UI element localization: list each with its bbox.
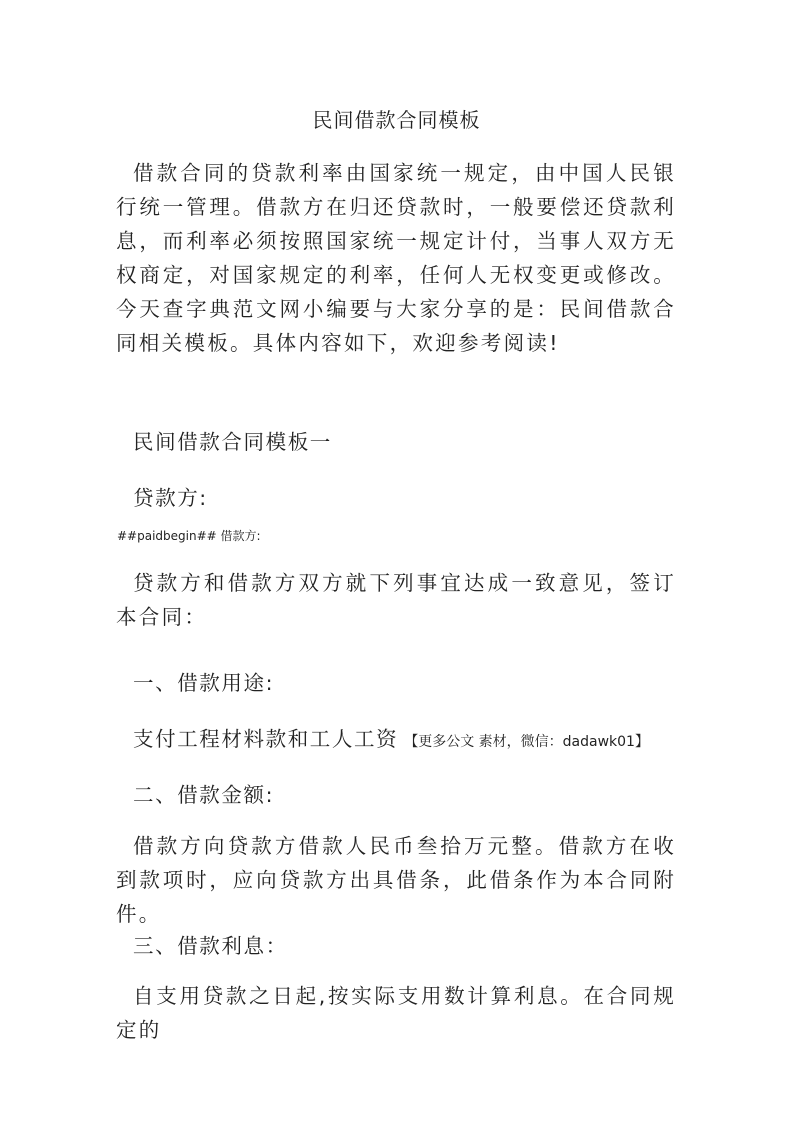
document-title: 民间借款合同模板	[312, 108, 481, 132]
section3-heading: 三、借款利息：	[133, 934, 288, 958]
template-heading: 民间借款合同模板一	[133, 430, 332, 454]
section1-body: 支付工程材料款和工人工资	[133, 727, 399, 751]
agreement-paragraph: 贷款方和借款方双方就下列事宜达成一致意见，签订本合同：	[116, 571, 676, 629]
section2-heading: 二、借款金额:	[133, 783, 275, 807]
lender-label: 贷款方:	[133, 486, 208, 510]
paid-marker: ##paidbegin## 借款方:	[117, 529, 261, 543]
section1-line	[133, 722, 649, 752]
section2-paragraph: 借款方向贷款方借款人民币叁拾万元整。借款方在收到款项时，应向贷款方出具借条，此借条作为本合同附件。	[116, 834, 676, 926]
intro-paragraph: 借款合同的贷款利率由国家统一规定，由中国人民银行统一管理。借款方在归还贷款时，一般要偿还贷款利息，而利率必须按照国家统一规定计付，当事人双方无权商定，对国家规定的利率，任何人无权变更或修改。今天查字典范文网小编要与大家分享的是：民间借款合同相关模板。具体内容如下，欢迎参考阅读!	[116, 161, 676, 355]
promo-text: 【更多公文 素材，微信：dadawk01】	[404, 734, 649, 750]
section3-paragraph: 自支用贷款之日起,按实际支用数计算利息。在合同规定的	[116, 984, 676, 1042]
section1-heading: 一、借款用途:	[133, 671, 275, 695]
